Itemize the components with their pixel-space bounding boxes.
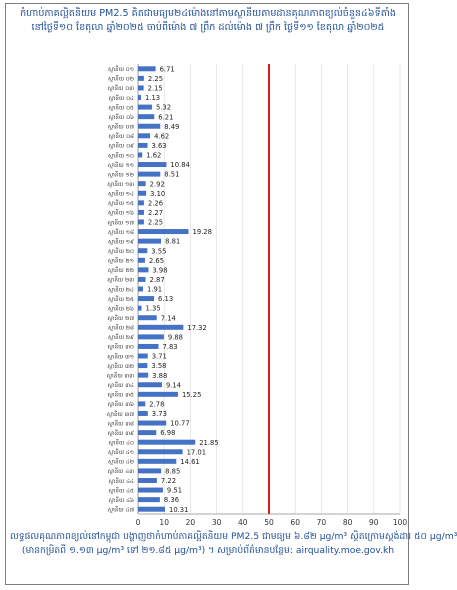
category-label: ស្ថានីយ ៤៥ — [108, 488, 134, 495]
title-line-2: នៅថ្ងៃទី១០ ខែតុលា ឆ្នាំ២០២៥ ចាប់ពីម៉ោង ៧ ព្រឹក ដល់ម៉ោង ៧ ព្រឹក ថ្ងៃទី១១ ខែតុលា ឆ្នាំ២០២៥ — [31, 22, 385, 33]
category-label: ស្ថានីយ ៣២ — [107, 363, 134, 370]
bar — [138, 95, 141, 100]
bar — [138, 306, 142, 311]
bar — [138, 401, 145, 406]
value-label: 6.13 — [158, 295, 174, 304]
category-label: ស្ថានីយ ២៨ — [108, 325, 134, 332]
value-label: 19.28 — [192, 228, 212, 237]
value-label: 1.13 — [144, 94, 161, 103]
bar — [138, 162, 166, 167]
category-label: ស្ថានីយ ២៤ — [108, 287, 134, 294]
x-tick-label: 70 — [316, 518, 327, 527]
x-tick-label: 40 — [238, 518, 248, 527]
value-label: 3.10 — [150, 189, 166, 198]
bar — [138, 488, 163, 493]
x-tick-label: 20 — [185, 518, 196, 527]
bar — [138, 76, 144, 81]
bar — [138, 411, 148, 416]
category-label: ស្ថានីយ ២៣ — [107, 277, 134, 284]
value-label: 2.78 — [149, 400, 165, 409]
category-label: ស្ថានីយ ៤២ — [108, 459, 134, 466]
bar — [138, 258, 145, 263]
bar — [138, 172, 160, 177]
bar — [138, 114, 154, 119]
value-label: 6.21 — [158, 113, 174, 122]
bar — [138, 210, 144, 215]
bar — [138, 344, 159, 349]
footer-line-2-text: (មានកម្រិតពី ១.១៣ µg/m³ ទៅ ២១.៨៥ µg/m³) ។ សម្រាប់ព័ត៌មានបន្ថែម: — [21, 545, 293, 556]
value-label: 7.22 — [160, 477, 177, 486]
bar — [138, 248, 147, 253]
value-label: 5.32 — [155, 103, 172, 112]
value-label: 7.14 — [160, 314, 176, 323]
bar — [138, 267, 148, 272]
value-label: 3.88 — [152, 371, 168, 380]
value-label: 2.27 — [147, 209, 164, 218]
value-label: 2.25 — [147, 218, 164, 227]
bar — [138, 85, 144, 90]
bar — [138, 373, 148, 378]
value-label: 17.01 — [186, 448, 207, 457]
value-label: 2.15 — [147, 84, 163, 93]
value-label: 8.51 — [164, 170, 180, 179]
category-label: ស្ថានីយ ០៤ — [108, 95, 134, 102]
category-label: ស្ថានីយ ០៩ — [108, 143, 134, 150]
value-label: 9.51 — [166, 486, 183, 495]
value-label: 10.77 — [170, 419, 190, 428]
category-label: ស្ថានីយ ១៣ — [107, 181, 134, 188]
category-label: ស្ថានីយ ១៤ — [108, 191, 134, 198]
category-label: ស្ថានីយ ២៧ — [107, 316, 134, 323]
bar — [138, 478, 157, 483]
x-tick-label: 10 — [159, 518, 169, 527]
x-tick-label: 0 — [135, 518, 141, 527]
category-label: ស្ថានីយ ៣៥ — [107, 392, 134, 399]
category-label: ស្ថានីយ ១៧ — [107, 220, 134, 227]
category-label: ស្ថានីយ ៣៧ — [106, 411, 134, 418]
value-label: 7.83 — [162, 343, 178, 352]
category-label: ស្ថានីយ ៤៧ — [107, 507, 134, 514]
footer-line-2 — [10, 544, 406, 558]
bar — [138, 430, 156, 435]
category-label: ស្ថានីយ ១១ — [107, 162, 134, 169]
x-tick-label: 80 — [342, 518, 353, 527]
bar — [138, 497, 160, 502]
category-label: ស្ថានីយ ០៥ — [108, 105, 134, 112]
category-label: ស្ថានីយ ៣៣ — [106, 373, 134, 380]
value-label: 6.98 — [160, 429, 176, 438]
value-label: 1.35 — [145, 304, 161, 313]
category-label: ស្ថានីយ ៣៩ — [107, 430, 134, 437]
category-label: ស្ថានីយ ១០ — [108, 153, 134, 160]
value-label: 3.71 — [151, 352, 167, 361]
category-label: ស្ថានីយ ៣៦ — [107, 402, 134, 409]
bar — [138, 277, 146, 282]
category-label: ស្ថានីយ ២៩ — [108, 335, 134, 342]
bar — [138, 449, 183, 454]
bar — [138, 200, 144, 205]
category-label: ស្ថានីយ ១៨ — [108, 229, 134, 236]
bar — [138, 66, 156, 71]
category-label: ស្ថានីយ ២៦ — [108, 306, 134, 313]
website-link[interactable]: airquality.moe.gov.kh — [295, 545, 395, 556]
category-label: ស្ថានីយ ០៧ — [107, 124, 134, 131]
value-label: 15.25 — [181, 390, 202, 399]
report-footer — [10, 530, 457, 558]
category-label: ស្ថានីយ ១៦ — [108, 210, 134, 217]
category-label: ស្ថានីយ ២៥ — [108, 296, 134, 303]
category-label: ស្ថានីយ ៤១ — [108, 450, 134, 457]
category-label: ស្ថានីយ ៤៣ — [107, 469, 134, 476]
category-label: ស្ថានីយ ០៨ — [108, 134, 134, 141]
value-label: 2.87 — [149, 276, 165, 285]
bar — [138, 296, 154, 301]
category-label: ស្ថានីយ ០៦ — [108, 114, 134, 121]
value-label: 2.92 — [149, 180, 165, 189]
value-label: 6.71 — [159, 65, 175, 74]
bar — [138, 468, 161, 473]
category-label: ស្ថានីយ ៣៨ — [107, 421, 134, 428]
value-label: 10.84 — [170, 161, 190, 170]
value-label: 2.25 — [147, 74, 164, 83]
bar — [138, 440, 195, 445]
bar — [138, 287, 143, 292]
bar — [138, 325, 183, 330]
category-label: ស្ថានីយ ០២ — [108, 76, 134, 83]
value-label: 21.85 — [199, 438, 219, 447]
value-label: 17.32 — [187, 323, 207, 332]
value-label: 3.73 — [151, 410, 167, 419]
value-label: 8.36 — [163, 496, 180, 505]
value-label: 4.62 — [154, 132, 170, 141]
category-label: ស្ថានីយ ៣៤ — [107, 383, 134, 390]
value-label: 2.65 — [148, 256, 165, 265]
bar — [138, 239, 161, 244]
value-label: 1.62 — [146, 151, 162, 160]
value-label: 8.81 — [165, 237, 181, 246]
bar — [138, 219, 144, 224]
value-label: 8.49 — [164, 122, 180, 131]
value-label: 8.85 — [165, 467, 181, 476]
value-label: 10.31 — [169, 505, 189, 514]
bar — [138, 382, 162, 387]
x-tick-label: 60 — [290, 518, 300, 527]
category-label: ស្ថានីយ ២១ — [107, 258, 134, 265]
bar — [138, 229, 189, 234]
bar — [138, 315, 157, 320]
value-label: 1.91 — [147, 285, 163, 294]
bar — [138, 124, 160, 129]
bar — [138, 133, 150, 138]
category-label: ស្ថានីយ ២០ — [108, 249, 134, 256]
value-label: 3.58 — [151, 362, 167, 371]
value-label: 2.26 — [147, 199, 164, 208]
value-label: 14.61 — [180, 457, 200, 466]
category-label: ស្ថានីយ ៤៦ — [108, 497, 134, 504]
x-tick-label: 100 — [392, 518, 408, 527]
bar — [138, 421, 166, 426]
value-label: 9.88 — [167, 333, 184, 342]
bar — [138, 152, 142, 157]
category-label: ស្ថានីយ ០១ — [108, 67, 134, 74]
category-label: ស្ថានីយ ៤៤ — [108, 478, 134, 485]
category-label: ស្ថានីយ ២២ — [107, 268, 134, 275]
x-tick-label: 30 — [211, 518, 222, 527]
bar — [138, 105, 152, 110]
value-label: 3.55 — [151, 247, 167, 256]
category-label: ស្ថានីយ ១៥ — [108, 201, 134, 208]
category-label: ស្ថានីយ ១៩ — [108, 239, 134, 246]
bar — [138, 334, 164, 339]
value-label: 3.63 — [151, 141, 167, 150]
category-label: ស្ថានីយ ៣១ — [107, 354, 134, 361]
category-label: ស្ថានីយ ១២ — [107, 172, 134, 179]
category-label: ស្ថានីយ ៤០ — [108, 440, 134, 447]
category-label: ស្ថានីយ ៣០ — [107, 344, 134, 351]
bar — [138, 143, 148, 148]
x-tick-label: 50 — [264, 518, 274, 527]
x-tick-label: 90 — [369, 518, 379, 527]
value-label: 3.98 — [152, 266, 168, 275]
bar — [138, 354, 148, 359]
category-label: ស្ថានីយ ០៣ — [107, 86, 134, 93]
bar — [138, 392, 178, 397]
bar — [138, 459, 176, 464]
bar — [138, 363, 147, 368]
bar — [138, 507, 165, 512]
value-label: 9.14 — [165, 381, 182, 390]
bar — [138, 181, 146, 186]
footer-line-1: លទ្ធផលគុណភាពខ្យល់នៅកម្ពុជា បង្ហាញថាកំហាប់ភាគល្អិតនិយម PM2.5 ជាមធ្យម ៦.៨២ µg/m³ ស្ថិតក្រោមស្តង់ដារ ៥០ µg/m³ — [10, 531, 457, 542]
bar — [138, 191, 146, 196]
title-line-1: កំហាប់ភាគល្អិតនិយម PM2.5 គិតជាមធ្យម២៤ម៉ោងនៅតាមស្ថានីយតាមដានគុណភាពខ្យល់ចំនួន៤៦ទីតាំង — [20, 8, 396, 19]
